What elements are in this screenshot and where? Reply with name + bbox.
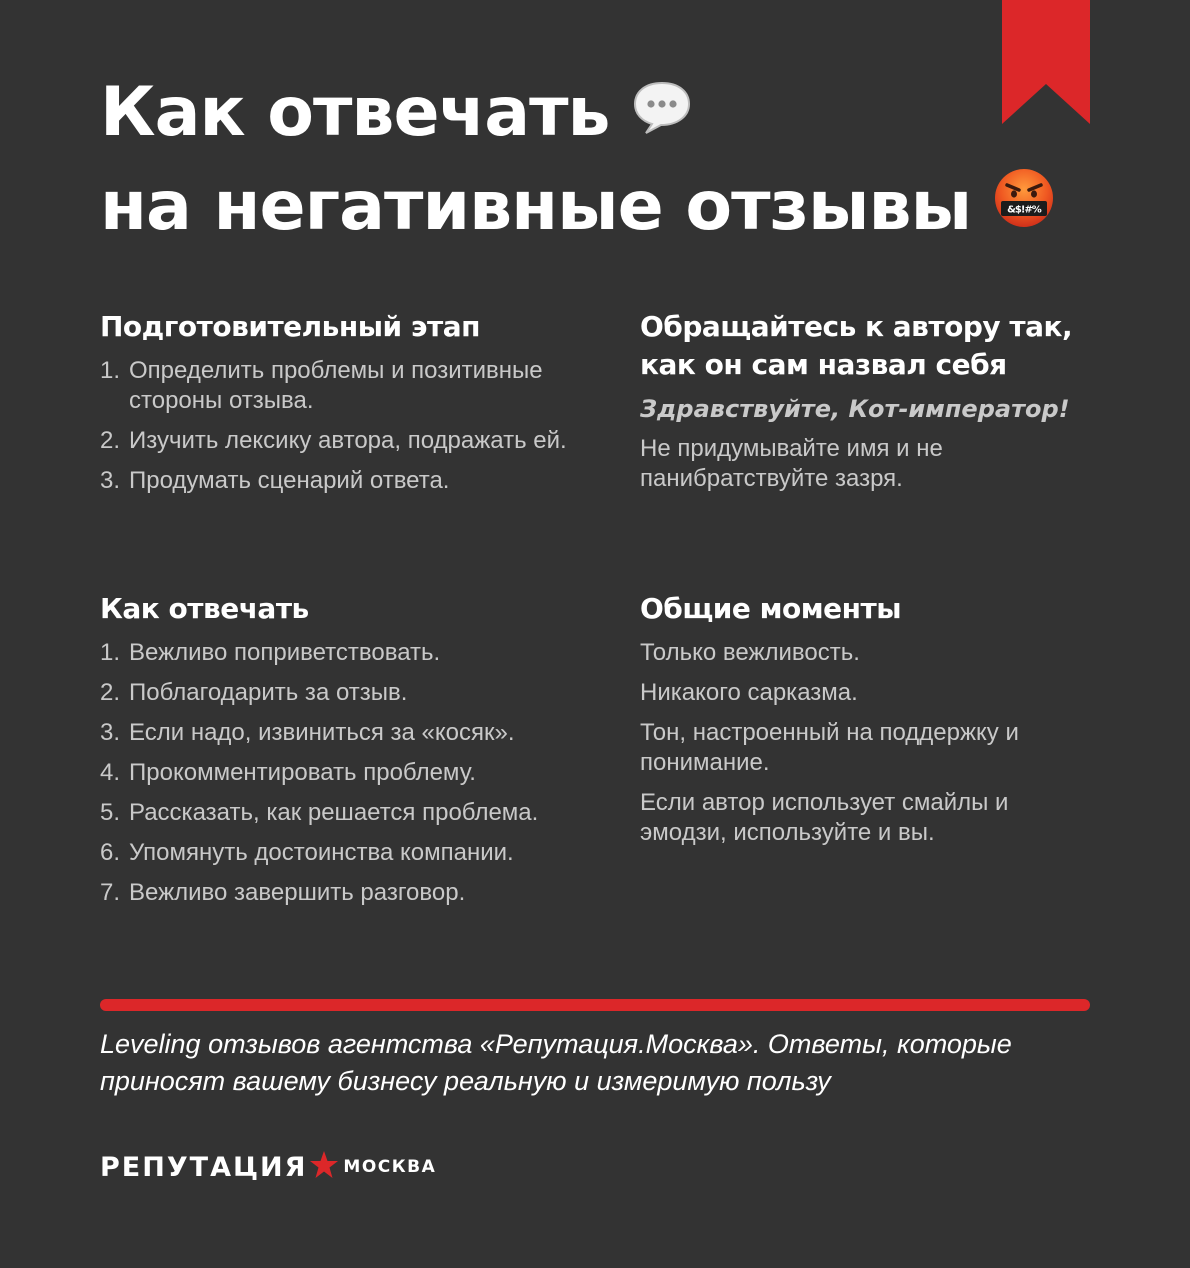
- title-line-2: [100, 160, 1055, 254]
- list-text: Вежливо завершить разговор.: [129, 879, 466, 906]
- list-item: [100, 758, 570, 788]
- list-number: 2.: [100, 679, 121, 706]
- list-item: [100, 356, 570, 416]
- cursing-face-icon: [993, 160, 1055, 254]
- list-number: 5.: [100, 799, 121, 826]
- list-number: 7.: [100, 879, 121, 906]
- list-text: Продумать сценарий ответа.: [129, 467, 450, 494]
- title-line-1: [100, 66, 1055, 160]
- list-text: Определить проблемы и позитивные стороны отзыва.: [129, 357, 543, 414]
- list-text: Поблагодарить за отзыв.: [129, 679, 408, 706]
- preparation-heading: Подготовительный этап: [100, 310, 480, 343]
- how-to-section: [100, 590, 570, 918]
- address-example: Здравствуйте, Кот-император!: [640, 395, 1070, 423]
- star-icon: [309, 1150, 339, 1184]
- list-number: 3.: [100, 719, 121, 746]
- general-section: [640, 590, 1090, 858]
- speech-bubble-icon: [632, 66, 692, 160]
- address-note: Не придумывайте имя и не панибратствуйте зазря.: [640, 435, 943, 492]
- how-to-heading: Как отвечать: [100, 592, 309, 625]
- list-item: [100, 466, 570, 496]
- general-item: Тон, настроенный на поддержку и понимание.: [640, 719, 1019, 776]
- list-number: 4.: [100, 759, 121, 786]
- list-number: 2.: [100, 427, 121, 454]
- list-item: [100, 878, 570, 908]
- logo-sub-text: МОСКВА: [343, 1157, 437, 1177]
- preparation-list: [100, 356, 570, 496]
- logo-main-text: РЕПУТАЦИЯ: [100, 1151, 308, 1183]
- general-item: Никакого сарказма.: [640, 679, 858, 706]
- list-text: Рассказать, как решается проблема.: [129, 799, 539, 826]
- list-item: [100, 718, 570, 748]
- list-text: Упомянуть достоинства компании.: [129, 839, 514, 866]
- how-to-list: [100, 638, 570, 908]
- divider: [100, 999, 1090, 1011]
- list-text: Если надо, извиниться за «косяк».: [129, 719, 515, 746]
- preparation-section: [100, 308, 570, 506]
- list-item: [100, 678, 570, 708]
- title-line-1-text: Как отвечать: [100, 73, 610, 152]
- cursing-face-text: &$!#%: [1007, 204, 1041, 216]
- list-number: 6.: [100, 839, 121, 866]
- general-item: Если автор использует смайлы и эмодзи, используйте и вы.: [640, 789, 1009, 846]
- list-item: [100, 798, 570, 828]
- list-text: Вежливо поприветствовать.: [129, 639, 441, 666]
- list-number: 1.: [100, 357, 121, 384]
- list-text: Прокомментировать проблему.: [129, 759, 476, 786]
- footer-text: Leveling отзывов агентства «Репутация.Москва». Ответы, которые приносят вашему бизнесу реальную и измеримую пользу: [100, 1029, 1012, 1096]
- general-heading: Общие моменты: [640, 592, 902, 625]
- page-title: [100, 66, 1055, 254]
- list-number: 3.: [100, 467, 121, 494]
- address-heading: Обращайтесь к автору так, как он сам назвал себя: [640, 310, 1073, 381]
- list-text: Изучить лексику автора, подражать ей.: [129, 427, 567, 454]
- list-item: [100, 426, 570, 456]
- list-item: [100, 638, 570, 668]
- list-number: 1.: [100, 639, 121, 666]
- general-item: Только вежливость.: [640, 639, 860, 666]
- logo: [100, 1150, 436, 1184]
- address-section: [640, 308, 1090, 504]
- title-line-2-text: на негативные отзывы: [100, 167, 972, 246]
- list-item: [100, 838, 570, 868]
